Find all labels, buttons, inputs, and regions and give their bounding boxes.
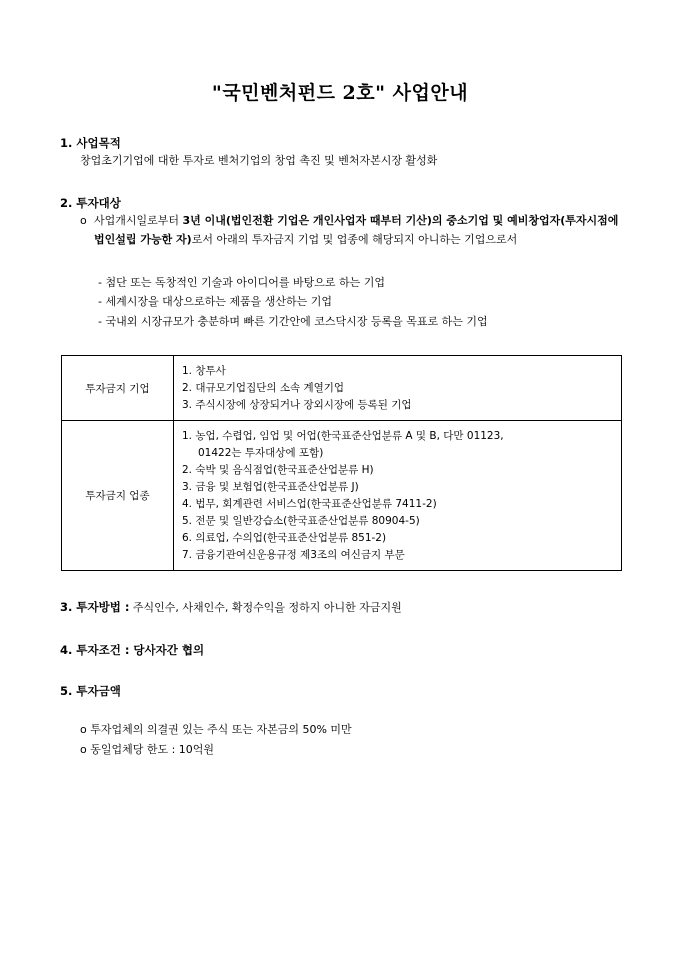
list-item: 6. 의료업, 수의업(한국표준산업분류 851-2) xyxy=(182,531,387,544)
row-label-restricted-companies: 투자금지 기업 xyxy=(62,356,174,421)
list-item: o 투자업체의 의결권 있는 주식 또는 자본금의 50% 미만 xyxy=(80,723,352,736)
list-item: 1. 창투사 xyxy=(182,364,226,377)
list-item: 2. 숙박 및 음식점업(한국표준산업분류 H) xyxy=(182,463,374,476)
list-item: 5. 전문 및 일반강습소(한국표준산업분류 80904-5) xyxy=(182,514,420,527)
section-5-heading: 5. 투자금액 xyxy=(60,684,121,698)
section-2-paragraph xyxy=(94,211,624,249)
section-3 xyxy=(60,600,402,615)
row-content-restricted-industries xyxy=(174,421,622,571)
section-4-heading: 4. 투자조건 : 당사자간 협의 xyxy=(60,643,205,657)
paragraph-lead: 사업개시일로부터 xyxy=(94,214,183,227)
section-3-text: 주식인수, 사채인수, 확정수익을 정하지 아니한 자금지원 xyxy=(129,601,402,614)
list-item: - 세계시장을 대상으로하는 제품을 생산하는 기업 xyxy=(98,295,332,308)
table-row xyxy=(62,421,622,571)
restriction-table xyxy=(61,355,622,571)
bullet-marker: o xyxy=(80,214,87,227)
list-item: 01422는 투자대상에 포함) xyxy=(198,446,324,459)
section-1-text: 창업초기기업에 대한 투자로 벤처기업의 창업 촉진 및 벤처자본시장 활성화 xyxy=(80,154,438,167)
row-content-restricted-companies xyxy=(174,356,622,421)
list-item: o 동일업체당 한도 : 10억원 xyxy=(80,743,215,756)
list-item: 3. 주식시장에 상장되거나 장외시장에 등록된 기업 xyxy=(182,398,412,411)
list-item: 4. 법무, 회계관련 서비스업(한국표준산업분류 7411-2) xyxy=(182,497,437,510)
list-item: 7. 금융기관여신운용규정 제3조의 여신금지 부문 xyxy=(182,548,405,561)
section-1-heading: 1. 사업목적 xyxy=(60,136,121,150)
section-2-heading: 2. 투자대상 xyxy=(60,196,121,210)
list-item: 1. 농업, 수렵업, 임업 및 어업(한국표준산업분류 A 및 B, 다만 01123, xyxy=(182,429,504,442)
list-item: - 국내외 시장규모가 충분하며 빠른 기간안에 코스닥시장 등록을 목표로 하는 기업 xyxy=(98,315,488,328)
list-item: 3. 금융 및 보험업(한국표준산업분류 J) xyxy=(182,480,359,493)
section-3-heading: 3. 투자방법 : xyxy=(60,600,130,614)
list-item: 2. 대규모기업집단의 소속 계열기업 xyxy=(182,381,345,394)
row-label-restricted-industries: 투자금지 업종 xyxy=(62,421,174,571)
table-row xyxy=(62,356,622,421)
paragraph-tail: 로서 아래의 투자금지 기업 및 업종에 해당되지 아니하는 기업으로서 xyxy=(191,233,518,246)
list-item: - 첨단 또는 독창적인 기술과 아이디어를 바탕으로 하는 기업 xyxy=(98,276,385,289)
paragraph-bold: 3년 이내(법인전환 기업은 개인사업자 때부터 기산)의 중소기업 및 예비창업자(투자시점에 법인설립 가능한 자) xyxy=(94,214,619,246)
document-title: "국민벤처펀드 2호" 사업안내 xyxy=(211,82,469,104)
